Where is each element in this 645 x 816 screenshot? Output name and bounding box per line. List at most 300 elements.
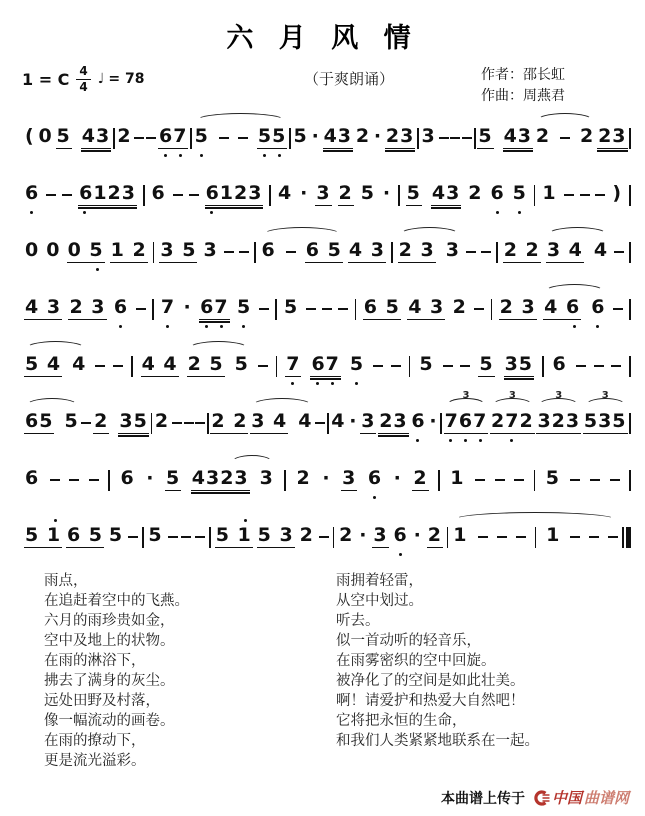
barline — [447, 527, 449, 548]
duration-dash — [608, 536, 618, 538]
note-group — [24, 412, 80, 434]
duration-dash — [286, 251, 296, 253]
note-group — [285, 355, 341, 377]
note-group — [444, 390, 489, 434]
octave-dot-below — [220, 325, 223, 328]
duration-dash — [478, 536, 488, 538]
note: 5 1 — [24, 526, 62, 548]
note: 5 — [148, 524, 163, 546]
note: 6 — [552, 353, 567, 375]
score-line — [24, 286, 631, 320]
octave-dot-below — [200, 154, 203, 157]
note: · — [373, 125, 383, 147]
note: 0 — [46, 239, 61, 261]
barline — [269, 185, 271, 206]
tempo-value: = 78 — [108, 71, 145, 88]
note: 5 — [419, 353, 434, 375]
note: 3 — [203, 239, 218, 261]
lyrics-section — [0, 571, 645, 771]
barline — [629, 299, 631, 320]
octave-dot-below — [355, 382, 358, 385]
note: 3 — [373, 524, 388, 546]
note: 3 — [361, 410, 376, 432]
barline — [629, 185, 631, 206]
upload-note: 本曲谱上传于 — [440, 790, 525, 807]
octave-dot-below — [416, 439, 419, 442]
note: · — [322, 467, 331, 489]
octave-dot-below — [596, 325, 599, 328]
barline — [153, 242, 155, 263]
triplet-label: 3 — [555, 390, 563, 401]
note: 4 6 — [543, 298, 581, 320]
duration-dash — [611, 365, 621, 367]
duration-dash — [450, 137, 460, 139]
octave-dot-below — [30, 211, 33, 214]
lyrics-line: 从空中划过。 — [336, 593, 423, 609]
note: 6 5 — [363, 296, 400, 318]
note: 2 — [427, 524, 442, 546]
barline — [534, 470, 536, 491]
credits — [481, 65, 631, 107]
note-group — [583, 390, 628, 434]
lyrics-line: 雨点， — [44, 573, 88, 589]
note: 2 — [468, 182, 483, 204]
lyrics-line: 和我们人类紧紧地联系在一起。 — [336, 733, 539, 749]
lyrics-line: 被净化了的空间是如此壮美。 — [336, 673, 525, 689]
note: · — [311, 125, 320, 147]
note: 5 — [108, 524, 124, 546]
lyrics-left-column — [44, 571, 336, 771]
octave-dot-below — [210, 211, 213, 214]
barline — [629, 413, 631, 434]
note: 6 — [120, 467, 135, 489]
note: 43 — [503, 125, 533, 147]
duration-dash — [497, 536, 507, 538]
duration-dash — [338, 308, 348, 310]
note: 43 — [81, 125, 111, 147]
octave-dot-below — [205, 325, 208, 328]
duration-dash — [50, 479, 60, 481]
score-line — [24, 390, 631, 434]
note: 4 4 — [141, 353, 178, 375]
site-name-primary: 中国 — [551, 789, 582, 807]
note: · — [429, 410, 438, 432]
duration-dash — [136, 308, 146, 310]
note-group — [194, 127, 288, 149]
score-line — [24, 457, 631, 491]
duration-dash — [134, 137, 144, 139]
note: 1 — [450, 467, 465, 489]
triplet-label: 3 — [508, 390, 516, 401]
octave-dot-below — [373, 496, 376, 499]
note: 2 — [154, 410, 170, 432]
triplet-label: 3 — [601, 390, 609, 401]
duration-dash — [173, 194, 183, 196]
duration-dash — [322, 308, 332, 310]
barline — [327, 413, 329, 434]
author-credit: 作者：邵长虹 — [481, 67, 565, 83]
note-group — [477, 127, 533, 149]
site-name-secondary: 曲谱网 — [583, 789, 629, 807]
duration-dash — [590, 479, 600, 481]
note: 5 — [512, 184, 528, 206]
final-barline — [622, 527, 631, 548]
note: · — [382, 182, 392, 204]
octave-dot-below — [449, 439, 452, 442]
octave-dot-below — [242, 325, 245, 328]
note: 6 — [367, 469, 383, 491]
duration-dash — [610, 479, 620, 481]
note: 6 — [410, 412, 426, 434]
note: 2 — [94, 410, 109, 432]
quarter-note-icon: ♩ — [97, 71, 105, 88]
note: 4 3 — [348, 239, 385, 261]
duration-dash — [219, 137, 229, 139]
score-line — [24, 172, 631, 206]
duration-dash — [168, 536, 178, 538]
note: 5 — [236, 298, 252, 320]
barline — [254, 242, 256, 263]
note-group — [452, 526, 618, 548]
note: 4 — [72, 353, 87, 375]
note-group — [250, 412, 313, 434]
note: 6 — [392, 526, 408, 548]
octave-dot-below — [331, 382, 334, 385]
lyrics-line: 像一幅流动的画卷。 — [44, 713, 175, 729]
note: 323 — [537, 410, 581, 432]
note: 35 — [119, 410, 148, 432]
duration-dash — [570, 479, 580, 481]
note: ) — [612, 182, 623, 204]
note: · — [146, 467, 155, 489]
note: 6 — [113, 298, 129, 320]
note: 5 — [234, 353, 249, 375]
duration-dash — [69, 479, 79, 481]
octave-dot-below — [316, 382, 319, 385]
duration-dash — [614, 251, 624, 253]
lyrics-line: 在雨的撩动下， — [44, 733, 146, 749]
note: 6 — [489, 184, 505, 206]
note: 767 — [444, 412, 489, 434]
note: 67 — [310, 355, 340, 377]
lyrics-line: 它将把永恒的生命， — [336, 713, 467, 729]
note: 2 2 — [503, 239, 540, 261]
duration-dash — [594, 365, 604, 367]
barline — [542, 356, 544, 377]
note: 3 — [316, 182, 331, 204]
note: 7 — [160, 298, 176, 320]
note-group — [93, 412, 149, 434]
time-signature-top: 4 — [76, 65, 90, 80]
duration-dash — [560, 137, 570, 139]
score-line — [24, 229, 631, 263]
site-logo — [533, 787, 629, 808]
note: 5 1 — [215, 526, 253, 548]
barline — [496, 242, 498, 263]
duration-dash — [443, 365, 453, 367]
note: 2 2 — [211, 410, 248, 432]
barline — [409, 356, 411, 377]
barline — [629, 356, 631, 377]
duration-dash — [595, 194, 605, 196]
note: 5 — [545, 467, 560, 489]
note: 5 — [64, 410, 79, 432]
note: 6123 — [205, 184, 264, 206]
note: 43 — [323, 125, 353, 147]
barline — [207, 413, 209, 434]
note: 4 — [593, 239, 609, 261]
note: 1 — [542, 182, 557, 204]
note: 5 4 — [25, 353, 62, 375]
note: 3 — [445, 239, 460, 261]
key-signature — [22, 65, 217, 93]
note-group — [536, 390, 581, 434]
note: 2 — [338, 182, 353, 204]
slur-arc — [454, 512, 616, 527]
note: 6 — [151, 182, 166, 204]
lyrics-line: 更是流光溢彩。 — [44, 753, 146, 769]
duration-dash — [189, 194, 199, 196]
duration-dash — [474, 308, 484, 310]
barline — [142, 527, 144, 548]
duration-dash — [315, 422, 325, 424]
note: · — [349, 410, 358, 432]
lyrics-line: 拂去了满身的灰尘。 — [44, 673, 175, 689]
note-group — [535, 127, 595, 149]
note: 67 — [158, 127, 188, 149]
note: 5 — [293, 125, 308, 147]
note: 3 4 — [251, 410, 288, 432]
duration-dash — [195, 422, 205, 424]
note: 2 — [117, 125, 132, 147]
note: 0 5 — [67, 241, 105, 263]
note: 4 — [331, 410, 346, 432]
duration-dash — [460, 365, 470, 367]
note: · — [300, 182, 309, 204]
barline — [391, 242, 393, 263]
note: 6 — [25, 467, 40, 489]
barline — [629, 128, 631, 149]
duration-dash — [391, 365, 401, 367]
barline — [108, 470, 110, 491]
note: 6 — [24, 184, 40, 206]
note: 5 — [283, 296, 299, 318]
barline — [629, 470, 631, 491]
octave-dot-below — [179, 154, 182, 157]
octave-dot-above — [54, 519, 57, 522]
duration-dash — [113, 365, 123, 367]
duration-dash — [184, 422, 194, 424]
note-group — [478, 355, 534, 377]
footer — [441, 787, 629, 808]
duration-dash — [564, 194, 574, 196]
lyrics-line: 在雨雾密织的空中回旋。 — [336, 653, 496, 669]
note: 6 5 — [305, 239, 342, 261]
note: 2 3 — [499, 296, 536, 318]
duration-dash — [495, 479, 505, 481]
octave-dot-below — [573, 325, 576, 328]
duration-dash — [46, 194, 56, 196]
note: 4 3 — [25, 296, 62, 318]
score-line — [24, 343, 631, 377]
lyrics-line: 空中及地上的状物。 — [44, 633, 175, 649]
octave-dot-below — [263, 154, 266, 157]
duration-dash — [576, 365, 586, 367]
notation-sheet — [0, 111, 645, 548]
note-group — [490, 390, 535, 434]
note: 5 — [194, 127, 210, 149]
note: 6123 — [78, 184, 137, 206]
barline — [355, 299, 357, 320]
note: 2 — [580, 125, 595, 147]
barline — [398, 185, 400, 206]
time-signature-bottom: 4 — [79, 79, 88, 94]
duration-dash — [62, 194, 72, 196]
duration-dash — [239, 251, 249, 253]
note: 5 — [56, 125, 71, 147]
duration-dash — [238, 137, 248, 139]
octave-dot-below — [464, 439, 467, 442]
barline — [438, 470, 440, 491]
note: 35 — [504, 353, 534, 375]
note: 2 — [296, 467, 311, 489]
duration-dash — [259, 308, 269, 310]
note-group — [546, 241, 609, 263]
note: ( — [25, 125, 35, 147]
lyrics-right-column — [336, 571, 628, 771]
barline — [113, 128, 115, 149]
duration-dash — [613, 308, 623, 310]
note-group — [24, 355, 87, 377]
barline — [333, 527, 335, 548]
note: 3 5 — [160, 239, 197, 261]
note: 4 — [298, 410, 313, 432]
duration-dash — [128, 536, 138, 538]
duration-dash — [319, 536, 329, 538]
barline — [284, 470, 286, 491]
barline — [491, 299, 493, 320]
octave-dot-below — [278, 154, 281, 157]
note: 2 — [299, 524, 314, 546]
note: 23 — [379, 410, 408, 432]
note: 23 — [598, 125, 627, 147]
note: 23 — [385, 125, 415, 147]
barline — [534, 185, 536, 206]
note: 55 — [257, 127, 287, 149]
barline — [209, 527, 211, 548]
note: 2 — [413, 467, 428, 489]
note: 5 — [479, 353, 494, 375]
note: 272 — [490, 412, 535, 434]
barline — [275, 299, 277, 320]
note: 6 — [590, 298, 606, 320]
octave-dot-below — [399, 553, 402, 556]
duration-dash — [516, 536, 526, 538]
duration-dash — [466, 251, 476, 253]
note: 2 3 — [398, 239, 435, 261]
duration-dash — [172, 422, 182, 424]
note: 1 — [546, 524, 561, 546]
note: 67 — [199, 298, 229, 320]
note: 6 — [261, 239, 276, 261]
duration-dash — [580, 194, 590, 196]
logo-c-icon — [533, 790, 550, 806]
barline — [151, 413, 153, 434]
note: 4 — [277, 182, 293, 204]
note-group — [261, 241, 343, 263]
note-group — [191, 469, 275, 491]
note: 2 3 — [69, 296, 106, 318]
barline — [440, 413, 442, 434]
lyrics-line: 雨拥着轻雷， — [336, 573, 423, 589]
note: 2 — [339, 524, 354, 546]
note: 5 — [349, 355, 365, 377]
note-group — [187, 355, 250, 377]
lyrics-line: 听去。 — [336, 613, 380, 629]
note: 7 — [285, 355, 301, 377]
note: 2 — [452, 296, 467, 318]
lyrics-line: 六月的雨珍贵如金， — [44, 613, 175, 629]
duration-dash — [81, 422, 91, 424]
duration-dash — [146, 137, 156, 139]
note: · — [413, 524, 422, 546]
lyrics-line: 在雨的淋浴下， — [44, 653, 146, 669]
key-label: 1 = C — [22, 69, 70, 89]
octave-dot-below — [83, 211, 86, 214]
lyrics-line: 远处田野及村落， — [44, 693, 160, 709]
tempo-marking — [98, 71, 145, 87]
octave-dot-below — [479, 439, 482, 442]
barline — [535, 527, 537, 548]
note: 3 — [421, 125, 436, 147]
composer-credit: 作曲：周燕君 — [481, 88, 565, 104]
duration-dash — [181, 536, 191, 538]
note: 5 — [406, 182, 421, 204]
barline — [131, 356, 133, 377]
note: 2 — [535, 125, 551, 147]
barline — [474, 128, 476, 149]
duration-dash — [462, 137, 472, 139]
time-signature — [76, 65, 90, 93]
duration-dash — [570, 536, 580, 538]
duration-dash — [95, 365, 105, 367]
octave-dot-below — [496, 211, 499, 214]
triplet-label: 3 — [462, 390, 470, 401]
barline — [276, 356, 278, 377]
note: 4323 — [191, 467, 249, 489]
barline — [417, 128, 419, 149]
note: 4 3 — [408, 296, 445, 318]
note: 3 — [259, 467, 274, 489]
note: 5 — [166, 467, 181, 489]
duration-dash — [224, 251, 234, 253]
lyrics-line: 似一首动听的轻音乐， — [336, 633, 481, 649]
duration-dash — [589, 536, 599, 538]
octave-dot-below — [291, 382, 294, 385]
note: 3 — [342, 467, 357, 489]
page-title: 六 月 风 情 — [226, 23, 419, 54]
note: 0 — [38, 125, 53, 147]
barline — [152, 299, 154, 320]
score-header — [0, 65, 645, 111]
note: 535 — [583, 410, 627, 432]
note: 0 — [25, 239, 40, 261]
note: 5 — [478, 125, 493, 147]
octave-dot-below — [164, 154, 167, 157]
duration-dash — [89, 479, 99, 481]
note: 65 — [25, 410, 54, 432]
subtitle: （于爽朗诵） — [303, 70, 394, 88]
